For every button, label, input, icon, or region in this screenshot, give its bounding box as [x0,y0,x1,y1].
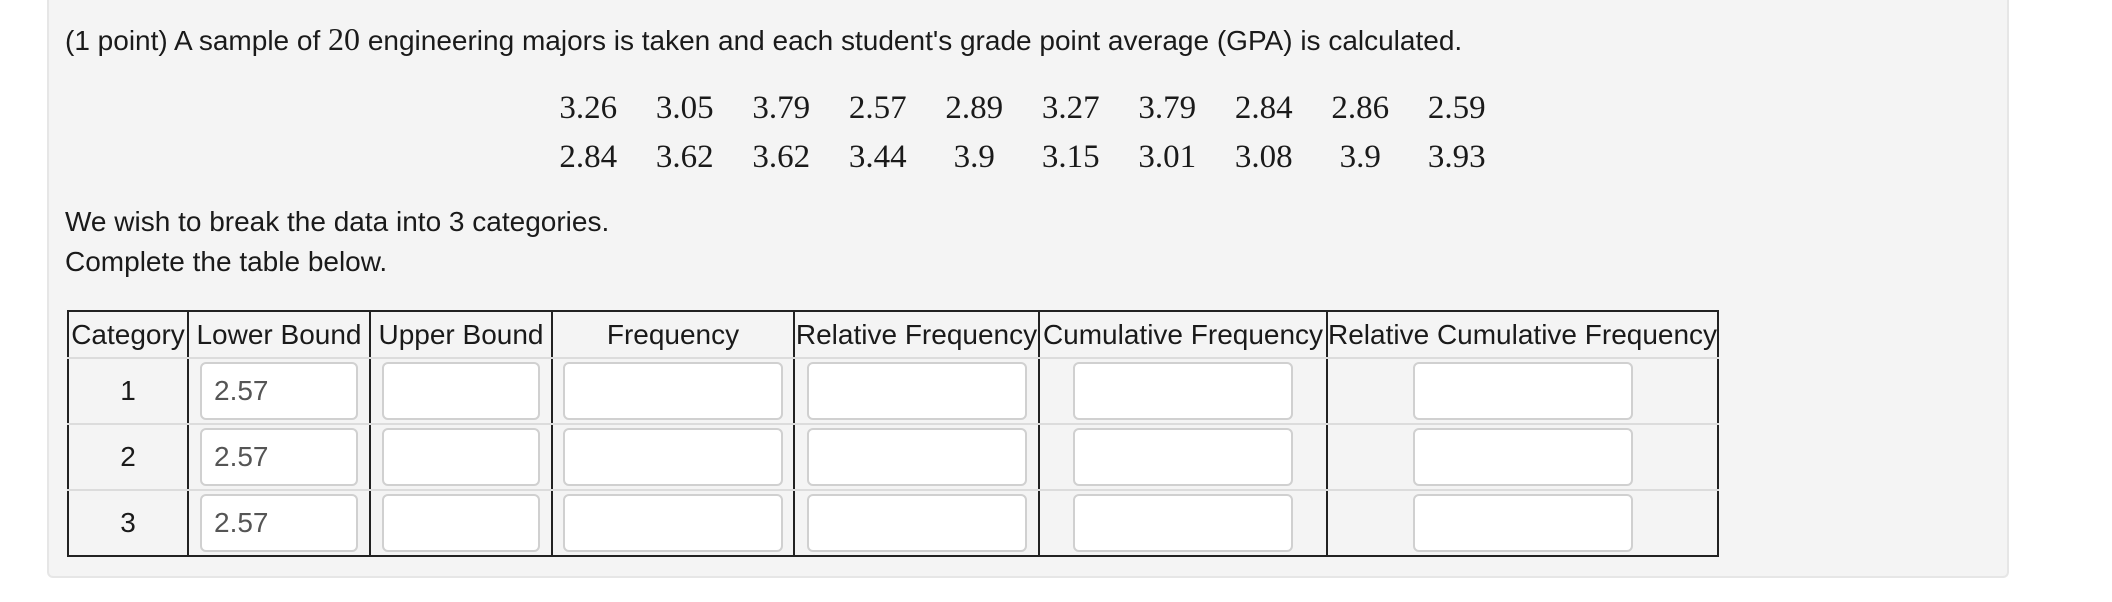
frequency-cell [552,358,794,424]
lower-bound-cell [188,490,370,556]
data-value: 3.79 [752,90,811,126]
gpa-data-table [540,84,1505,182]
data-value: 2.59 [1427,90,1486,126]
sample-size: 20 [328,21,361,57]
relative-frequency-cell [794,358,1039,424]
relative-frequency-cell [794,424,1039,490]
data-value: 3.9 [1339,139,1381,175]
data-value: 3.9 [953,139,995,175]
instruction-complete: Complete the table below. [65,246,388,277]
header-relative-frequency: Relative Frequency [794,311,1039,358]
frequency-input[interactable] [563,428,783,486]
relative-cumulative-frequency-cell [1327,424,1718,490]
data-value: 3.05 [655,90,714,126]
data-value: 3.15 [1041,139,1100,175]
data-value: 3.26 [559,90,618,126]
upper-bound-input[interactable] [382,428,540,486]
category-number: 2 [68,424,188,490]
table-header-row [68,311,1718,358]
relative-cumulative-frequency-input[interactable] [1413,428,1633,486]
relative-frequency-input[interactable] [807,494,1027,552]
cumulative-frequency-input[interactable] [1073,494,1293,552]
header-frequency: Frequency [552,311,794,358]
relative-cumulative-frequency-input[interactable] [1413,362,1633,420]
data-value: 3.79 [1138,90,1197,126]
lower-bound-cell [188,358,370,424]
relative-cumulative-frequency-cell [1327,358,1718,424]
upper-bound-cell [370,358,552,424]
problem-prefix: (1 point) A sample of [65,25,329,56]
header-lower-bound: Lower Bound [188,311,370,358]
data-value: 3.44 [848,139,907,175]
problem-suffix: engineering majors is taken and each student's grade point average (GPA) is calculated. [360,25,1463,56]
frequency-input[interactable] [563,494,783,552]
cumulative-frequency-input[interactable] [1073,428,1293,486]
data-value: 3.62 [655,139,714,175]
table-row [68,490,1718,556]
upper-bound-cell [370,424,552,490]
table-row [68,358,1718,424]
data-value: 2.89 [945,90,1004,126]
data-value: 3.08 [1234,139,1293,175]
data-value: 3.62 [752,139,811,175]
lower-bound-input[interactable] [200,428,358,486]
lower-bound-input[interactable] [200,362,358,420]
upper-bound-input[interactable] [382,494,540,552]
frequency-cell [552,424,794,490]
data-value: 2.57 [848,90,907,126]
lower-bound-input[interactable] [200,494,358,552]
data-value: 2.84 [1234,90,1293,126]
header-relative-cumulative-frequency: Relative Cumulative Frequency [1327,311,1718,358]
data-row [540,133,1505,182]
lower-bound-cell [188,424,370,490]
frequency-input[interactable] [563,362,783,420]
frequency-table [67,310,1719,557]
instruction-categories: We wish to break the data into 3 categories. [65,206,610,237]
data-row [540,84,1505,133]
data-value: 2.84 [559,139,618,175]
relative-cumulative-frequency-input[interactable] [1413,494,1633,552]
header-cumulative-frequency: Cumulative Frequency [1039,311,1327,358]
relative-frequency-input[interactable] [807,428,1027,486]
relative-frequency-cell [794,490,1039,556]
category-number: 1 [68,358,188,424]
data-value: 2.86 [1331,90,1390,126]
data-value: 3.27 [1041,90,1100,126]
header-category: Category [68,311,188,358]
cumulative-frequency-cell [1039,358,1327,424]
upper-bound-cell [370,490,552,556]
data-value: 3.93 [1427,139,1486,175]
cumulative-frequency-input[interactable] [1073,362,1293,420]
relative-cumulative-frequency-cell [1327,490,1718,556]
problem-statement [65,20,1462,60]
category-number: 3 [120,507,136,538]
frequency-cell [552,490,794,556]
upper-bound-input[interactable] [382,362,540,420]
header-upper-bound: Upper Bound [370,311,552,358]
cumulative-frequency-cell [1039,490,1327,556]
relative-frequency-input[interactable] [807,362,1027,420]
table-row [68,424,1718,490]
cumulative-frequency-cell [1039,424,1327,490]
data-value: 3.01 [1138,139,1197,175]
